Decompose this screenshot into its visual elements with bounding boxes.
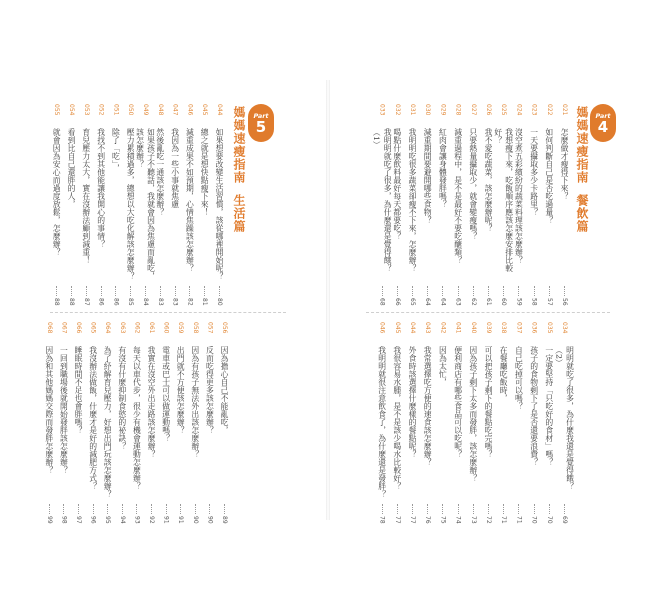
toc-entry bbox=[125, 104, 136, 306]
entry-page-number: 58 bbox=[530, 298, 538, 306]
section-title: 媽媽速瘦指南 bbox=[575, 106, 589, 184]
entry-number: 043 bbox=[424, 322, 432, 334]
entry-number: 046 bbox=[378, 322, 386, 334]
toc-entry bbox=[131, 322, 142, 524]
toc-entry bbox=[483, 322, 494, 524]
leader-dots bbox=[115, 286, 116, 296]
toc-entry bbox=[493, 104, 514, 306]
entry-title: 我明明就吃了很多，為什麼還是覺得餓？（1） bbox=[372, 128, 393, 272]
entry-number: 039 bbox=[485, 322, 492, 334]
toc-entry bbox=[66, 104, 77, 306]
toc-top-block bbox=[370, 104, 570, 322]
entry-title: 看到比自己還胖的人， bbox=[67, 128, 76, 208]
toc-bottom-block bbox=[40, 322, 230, 540]
leader-dots bbox=[442, 504, 443, 514]
leader-dots bbox=[107, 504, 108, 514]
toc-entry bbox=[175, 322, 186, 524]
toc-entry bbox=[102, 322, 113, 524]
entry-title: 反而吃得更多該怎麼辦？ bbox=[205, 346, 215, 434]
entry-page-number: 85 bbox=[127, 298, 135, 306]
toc-entry bbox=[453, 104, 464, 306]
leader-dots bbox=[204, 286, 205, 296]
part-badge bbox=[248, 104, 274, 142]
leader-dots bbox=[78, 504, 79, 514]
entry-title: 為了紓解育兒壓力，好想出門玩該怎麼辦？ bbox=[103, 346, 113, 498]
entry-title: 電車或巴士可以做運動嗎？ bbox=[161, 346, 171, 442]
entry-page-number: 71 bbox=[500, 516, 508, 524]
toc-entry bbox=[161, 322, 172, 524]
toc-entry bbox=[468, 322, 479, 524]
toc-entry bbox=[407, 322, 418, 524]
entry-number: 048 bbox=[156, 104, 164, 116]
entry-number: 063 bbox=[118, 322, 126, 334]
toc-entry bbox=[146, 322, 157, 524]
leader-dots bbox=[549, 504, 550, 514]
leader-dots bbox=[412, 286, 413, 296]
toc-entry bbox=[170, 104, 181, 306]
toc-entry bbox=[51, 104, 62, 306]
leader-dots bbox=[397, 504, 398, 514]
toc-entry bbox=[190, 322, 201, 524]
entry-number: 054 bbox=[68, 104, 75, 116]
entry-number: 030 bbox=[424, 104, 432, 116]
entry-number: 042 bbox=[439, 322, 447, 334]
toc-entry bbox=[88, 322, 99, 524]
toc-entry bbox=[199, 104, 210, 306]
entry-page-number: 64 bbox=[424, 298, 432, 306]
leader-dots bbox=[86, 286, 87, 296]
leader-dots bbox=[534, 286, 535, 296]
entry-title: 減重成果不如預期，心情焦躁該怎麼辦？ bbox=[185, 128, 195, 272]
entry-title: 如果想要改變生活習慣，該從哪裡開始呢？ bbox=[215, 128, 224, 280]
leader-dots bbox=[209, 504, 210, 514]
entry-page-number: 90 bbox=[191, 516, 199, 524]
entry-page-number: 70 bbox=[545, 516, 553, 524]
entry-page-number: 80 bbox=[216, 298, 223, 306]
leader-dots bbox=[219, 286, 220, 296]
entry-number: 059 bbox=[177, 322, 185, 334]
part-label: Part bbox=[253, 111, 269, 120]
entry-title: 喝點什麼飲料最好每天都要吃？ bbox=[392, 128, 402, 240]
entry-page-number: 93 bbox=[133, 516, 141, 524]
toc-entry bbox=[58, 322, 69, 524]
entry-page-number: 90 bbox=[206, 516, 214, 524]
entry-page-number: 82 bbox=[186, 298, 194, 306]
entry-number: 046 bbox=[186, 104, 194, 116]
toc-entry bbox=[559, 104, 570, 306]
leader-dots bbox=[224, 504, 225, 514]
entry-number: 062 bbox=[133, 322, 141, 334]
toc-entry bbox=[529, 322, 540, 524]
entry-title: 一天要攝取多少卡路里？ bbox=[529, 128, 539, 216]
toc-entry bbox=[377, 322, 388, 524]
leader-dots bbox=[56, 286, 57, 296]
section-subtitle: 餐飲篇 bbox=[575, 194, 589, 233]
toc-entry bbox=[392, 322, 403, 524]
entry-number: 056 bbox=[221, 322, 228, 334]
entry-number: 045 bbox=[393, 322, 401, 334]
entry-number: 047 bbox=[171, 104, 179, 116]
leader-dots bbox=[442, 286, 443, 296]
entry-page-number: 97 bbox=[75, 516, 82, 524]
entry-title: 怎麼做才瘦得下來？ bbox=[560, 128, 569, 200]
entry-number: 051 bbox=[112, 104, 120, 116]
entry-number: 044 bbox=[409, 322, 416, 334]
entry-title: 我不愛吃蔬菜，該怎麼辦呢？ bbox=[484, 128, 493, 232]
right-page bbox=[330, 0, 655, 609]
entry-page-number: 63 bbox=[454, 298, 462, 306]
leader-dots bbox=[180, 504, 181, 514]
entry-number: 036 bbox=[530, 322, 538, 334]
entry-number: 035 bbox=[545, 322, 553, 334]
toc-entry bbox=[117, 322, 128, 524]
entry-number: 058 bbox=[191, 322, 199, 334]
entry-page-number: 96 bbox=[89, 516, 97, 524]
entry-title: 育兒壓力太大，實在沒辦法顧到減重！ bbox=[81, 128, 91, 264]
toc-entry bbox=[513, 322, 524, 524]
entry-page-number: 89 bbox=[221, 516, 228, 524]
left-page bbox=[0, 0, 326, 609]
part-badge bbox=[590, 104, 616, 142]
leader-dots bbox=[427, 286, 428, 296]
toc-entry bbox=[554, 322, 575, 524]
entry-title: 自己吃掉可以嗎？ bbox=[514, 346, 524, 410]
leader-dots bbox=[503, 504, 504, 514]
entry-page-number: 98 bbox=[60, 516, 68, 524]
entry-number: 049 bbox=[142, 104, 149, 116]
toc-entry bbox=[184, 104, 195, 306]
leader-dots bbox=[160, 286, 161, 296]
entry-page-number: 99 bbox=[45, 516, 53, 524]
entry-title: 因為孩子剩下太多而發胖，該怎麼辦？ bbox=[468, 346, 478, 482]
entry-title: 除了「吃」， bbox=[111, 128, 121, 173]
toc-entry bbox=[468, 104, 479, 306]
leader-dots bbox=[458, 504, 459, 514]
entry-number: 023 bbox=[530, 104, 538, 116]
entry-title: 外食時該選擇什麼樣的餐點呢？ bbox=[408, 346, 417, 458]
entry-title: 減重期間要避開哪些食物？ bbox=[423, 128, 433, 224]
entry-number: 034 bbox=[561, 322, 568, 334]
entry-page-number: 69 bbox=[561, 516, 568, 524]
leader-dots bbox=[503, 286, 504, 296]
toc-entry bbox=[219, 322, 230, 524]
entry-page-number: 94 bbox=[118, 516, 126, 524]
entry-page-number: 71 bbox=[515, 516, 523, 524]
entry-page-number: 86 bbox=[97, 298, 105, 306]
entry-title: 可以把孩子剩下的餐點吃完嗎？ bbox=[484, 346, 493, 458]
entry-page-number: 66 bbox=[393, 298, 401, 306]
entry-page-number: 84 bbox=[142, 298, 149, 306]
entry-number: 064 bbox=[104, 322, 112, 334]
leader-dots bbox=[151, 504, 152, 514]
leader-dots bbox=[382, 504, 383, 514]
entry-title: 紅肉會讓身體發胖嗎？ bbox=[438, 128, 448, 208]
entry-page-number: 60 bbox=[500, 298, 508, 306]
leader-dots bbox=[412, 504, 413, 514]
toc-entry bbox=[214, 104, 225, 306]
entry-number: 068 bbox=[45, 322, 53, 334]
entry-page-number: 75 bbox=[439, 516, 447, 524]
entry-title: 便利商店有哪些食品可以吃呢？ bbox=[453, 346, 463, 458]
entry-title: 我明明就很注意飲食了，為什麼還是發胖？ bbox=[377, 346, 387, 498]
entry-number: 061 bbox=[148, 322, 155, 334]
toc-entry bbox=[422, 104, 433, 306]
leader-dots bbox=[93, 504, 94, 514]
entry-title: 因為擔心自己不能亂吃， bbox=[220, 346, 229, 434]
leader-dots bbox=[564, 504, 565, 514]
toc-bottom-block bbox=[370, 322, 575, 540]
entry-title: 我很容易水腫，是不是該少喝水比較好？ bbox=[392, 346, 402, 490]
entry-number: 050 bbox=[127, 104, 135, 116]
entry-page-number: 56 bbox=[561, 298, 568, 306]
entry-title: 睡眠時間不足也會胖嗎？ bbox=[74, 346, 83, 434]
leader-dots bbox=[534, 504, 535, 514]
entry-number: 057 bbox=[206, 322, 214, 334]
entry-number: 029 bbox=[439, 104, 447, 116]
entry-number: 052 bbox=[97, 104, 105, 116]
leader-dots bbox=[427, 504, 428, 514]
leader-dots bbox=[195, 504, 196, 514]
entry-number: 027 bbox=[469, 104, 477, 116]
entry-page-number: 77 bbox=[393, 516, 401, 524]
toc-entry bbox=[437, 104, 448, 306]
entry-title: 有沒有什麼抑制食慾的祕訣？ bbox=[117, 346, 127, 450]
section-title: 媽媽速瘦指南 bbox=[232, 106, 246, 184]
entry-title: 我因為一些小事就焦慮 bbox=[170, 128, 180, 208]
entry-number: 055 bbox=[53, 104, 61, 116]
entry-page-number: 81 bbox=[201, 298, 209, 306]
entry-title: 我想瘦下來，吃飯順序應該怎麼安排比較好？ bbox=[493, 128, 514, 272]
entry-title: 因為有孩子無法外出該怎麼辦？ bbox=[190, 346, 200, 458]
entry-title: 壓力累積過多，總想以大吃化解該怎麼辦？ bbox=[126, 128, 136, 280]
entry-page-number: 61 bbox=[485, 298, 492, 306]
entry-title: 我找不到其他能讓我開心的事情？ bbox=[96, 128, 106, 248]
entry-page-number: 78 bbox=[378, 516, 386, 524]
entry-page-number: 77 bbox=[409, 516, 416, 524]
entry-number: 041 bbox=[454, 322, 462, 334]
toc-entry bbox=[73, 322, 84, 524]
leader-dots bbox=[63, 504, 64, 514]
entry-title: 減重過程中，是不是最好不要吃醣類？ bbox=[453, 128, 463, 264]
entry-number: 060 bbox=[162, 322, 170, 334]
toc-entry bbox=[544, 104, 555, 306]
leader-dots bbox=[488, 286, 489, 296]
entry-page-number: 59 bbox=[515, 298, 523, 306]
entry-page-number: 70 bbox=[530, 516, 538, 524]
leader-dots bbox=[473, 286, 474, 296]
entry-number: 067 bbox=[60, 322, 68, 334]
entry-page-number: 95 bbox=[104, 516, 112, 524]
entry-number: 022 bbox=[545, 104, 553, 116]
toc-entry bbox=[204, 322, 215, 524]
entry-title: 如果孩子不聽話，我就會因為焦慮而亂吃，該怎麼辦？ bbox=[135, 128, 156, 280]
leader-dots bbox=[130, 286, 131, 296]
entry-number: 021 bbox=[561, 104, 568, 116]
leader-dots bbox=[518, 286, 519, 296]
divider bbox=[366, 312, 610, 313]
entry-title: 出門就不方便該怎麼辦？ bbox=[176, 346, 186, 434]
entry-number: 066 bbox=[75, 322, 82, 334]
entry-title: 我沒辦法做飯，什麼才是好的減肥方式？ bbox=[88, 346, 98, 490]
entry-title: 如何判斷自己是否吃過量？ bbox=[544, 128, 554, 224]
entry-page-number: 88 bbox=[53, 298, 61, 306]
toc-entry bbox=[453, 322, 464, 524]
entry-title: 只要熱量攝取少，就會變瘦嗎？ bbox=[468, 128, 478, 240]
toc-entry bbox=[529, 104, 540, 306]
entry-page-number: 62 bbox=[469, 298, 477, 306]
part-number: 5 bbox=[255, 117, 267, 136]
leader-dots bbox=[564, 286, 565, 296]
entry-number: 038 bbox=[500, 322, 508, 334]
entry-page-number: 65 bbox=[409, 298, 416, 306]
leader-dots bbox=[175, 286, 176, 296]
entry-page-number: 74 bbox=[454, 516, 462, 524]
leader-dots bbox=[136, 504, 137, 514]
toc-entry bbox=[110, 104, 121, 306]
entry-page-number: 68 bbox=[378, 298, 386, 306]
entry-page-number: 86 bbox=[112, 298, 120, 306]
toc-entry bbox=[135, 104, 156, 306]
entry-number: 044 bbox=[216, 104, 223, 116]
entry-number: 026 bbox=[485, 104, 492, 116]
entry-page-number: 64 bbox=[439, 298, 447, 306]
entry-title: 總之就是想快點瘦下來！ bbox=[200, 128, 210, 216]
entry-title: 就會因為安心而過度放鬆，怎麼辦？ bbox=[52, 128, 62, 256]
entry-title: 因為太忙， bbox=[438, 346, 448, 386]
entry-title: 我常選擇吃方便的速食該怎麼辦？ bbox=[423, 346, 433, 466]
entry-page-number: 73 bbox=[469, 516, 477, 524]
entry-title: 我實在沒空外出走路該怎麼辦？ bbox=[147, 346, 156, 458]
toc-entry bbox=[483, 104, 494, 306]
entry-number: 053 bbox=[82, 104, 90, 116]
entry-title: 在餐廳吃飯時， bbox=[499, 346, 509, 402]
entry-title: 沒空煮五彩繽紛的蔬菜料理該怎麼辦？ bbox=[514, 128, 524, 264]
toc-top-block bbox=[52, 104, 225, 322]
leader-dots bbox=[189, 286, 190, 296]
entry-title: 我明明吃很多蔬菜卻瘦不下來，怎麼辦？ bbox=[408, 128, 417, 272]
divider bbox=[50, 312, 286, 313]
toc-entry bbox=[372, 104, 393, 306]
entry-number: 032 bbox=[393, 104, 401, 116]
entry-page-number: 91 bbox=[177, 516, 185, 524]
entry-page-number: 88 bbox=[68, 298, 75, 306]
entry-title: 然後亂吃一通該怎麼辦？ bbox=[155, 128, 165, 216]
entry-title: 一定要堅持「只吃好的食材」嗎？ bbox=[544, 346, 554, 466]
entry-number: 024 bbox=[515, 104, 523, 116]
leader-dots bbox=[549, 286, 550, 296]
entry-number: 028 bbox=[454, 104, 462, 116]
entry-page-number: 76 bbox=[424, 516, 432, 524]
part-number: 4 bbox=[597, 117, 609, 136]
entry-page-number: 83 bbox=[171, 298, 179, 306]
toc-entry bbox=[392, 104, 403, 306]
part-label: Part bbox=[595, 111, 611, 120]
leader-dots bbox=[71, 286, 72, 296]
entry-number: 025 bbox=[500, 104, 508, 116]
entry-page-number: 72 bbox=[485, 516, 492, 524]
leader-dots bbox=[145, 286, 146, 296]
entry-page-number: 91 bbox=[162, 516, 170, 524]
leader-dots bbox=[166, 504, 167, 514]
entry-number: 031 bbox=[409, 104, 416, 116]
entry-number: 040 bbox=[469, 322, 477, 334]
entry-title: 每天以車代步，很少有機會運動怎麼辦？ bbox=[132, 346, 142, 490]
toc-entry bbox=[513, 104, 524, 306]
entry-page-number: 57 bbox=[545, 298, 553, 306]
entry-page-number: 83 bbox=[156, 298, 164, 306]
leader-dots bbox=[101, 286, 102, 296]
leader-dots bbox=[49, 504, 50, 514]
entry-title: 一回到職場後就開始發胖該怎麼辦？ bbox=[59, 346, 69, 474]
entry-number: 033 bbox=[378, 104, 386, 116]
entry-page-number: 87 bbox=[82, 298, 90, 306]
toc-entry bbox=[437, 322, 448, 524]
entry-page-number: 92 bbox=[148, 516, 155, 524]
entry-number: 037 bbox=[515, 322, 523, 334]
entry-number: 065 bbox=[89, 322, 97, 334]
section-subtitle: 生活篇 bbox=[232, 194, 246, 233]
toc-entry bbox=[44, 322, 55, 524]
toc-entry bbox=[422, 322, 433, 524]
toc-entry bbox=[544, 322, 555, 524]
entry-title: 孩子的食物剩下了是否還要浪費？ bbox=[529, 346, 539, 466]
entry-title: 明明就吃了很多，為什麼我還是覺得餓？（2） bbox=[554, 346, 575, 490]
toc-entry bbox=[81, 104, 92, 306]
entry-number: 045 bbox=[201, 104, 209, 116]
leader-dots bbox=[518, 504, 519, 514]
leader-dots bbox=[473, 504, 474, 514]
toc-entry bbox=[407, 104, 418, 306]
toc-entry bbox=[498, 322, 509, 524]
leader-dots bbox=[397, 286, 398, 296]
toc-entry bbox=[96, 104, 107, 306]
leader-dots bbox=[458, 286, 459, 296]
leader-dots bbox=[382, 286, 383, 296]
leader-dots bbox=[488, 504, 489, 514]
entry-title: 因為和其他媽媽交際而發胖怎麼辦？ bbox=[44, 346, 54, 474]
leader-dots bbox=[122, 504, 123, 514]
